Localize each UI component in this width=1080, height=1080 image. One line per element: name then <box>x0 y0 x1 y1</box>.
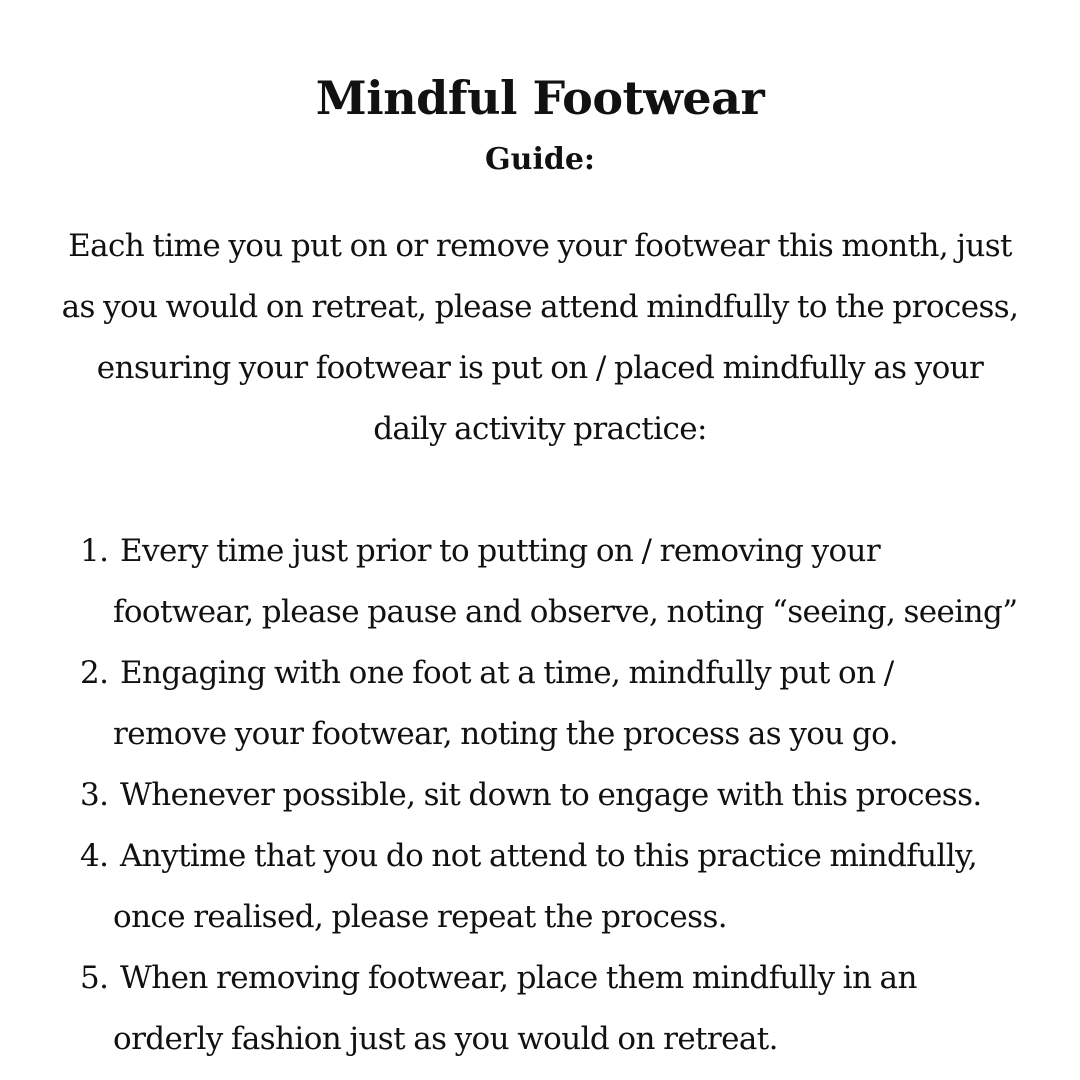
intro-line: as you would on retreat, please attend mindfully to the process, <box>61 289 1019 325</box>
step-text: Anytime that you do not attend to this practice mindfully, <box>120 838 978 874</box>
step-number: 4. <box>80 838 109 874</box>
step-text: When removing footwear, place them mindfully in an <box>120 960 917 996</box>
step-text: once realised, please repeat the process. <box>113 899 728 935</box>
step-text: footwear, please pause and observe, noting “seeing, seeing” <box>113 594 1018 630</box>
list-item <box>80 948 1040 1070</box>
intro-paragraph <box>40 216 1040 460</box>
step-number: 2. <box>80 655 109 691</box>
step-number: 3. <box>80 777 109 813</box>
step-number: 1. <box>80 533 109 569</box>
document-subtitle: Guide: <box>485 142 595 177</box>
list-item <box>80 521 1040 643</box>
step-number: 5. <box>80 960 109 996</box>
step-text: Whenever possible, sit down to engage with this process. <box>120 777 982 813</box>
list-item <box>80 826 1040 948</box>
list-item <box>80 643 1040 765</box>
steps-list <box>80 521 1040 1070</box>
step-text: Every time just prior to putting on / removing your <box>120 533 881 569</box>
document-title: Mindful Footwear <box>315 71 765 125</box>
list-item <box>80 765 1040 826</box>
step-text: Engaging with one foot at a time, mindfully put on / <box>120 655 894 691</box>
intro-line: daily activity practice: <box>373 411 707 447</box>
intro-line: ensuring your footwear is put on / placed mindfully as your <box>96 350 984 386</box>
step-text: remove your footwear, noting the process as you go. <box>113 716 898 752</box>
step-text: orderly fashion just as you would on retreat. <box>113 1021 778 1057</box>
intro-line: Each time you put on or remove your footwear this month, just <box>68 228 1012 264</box>
